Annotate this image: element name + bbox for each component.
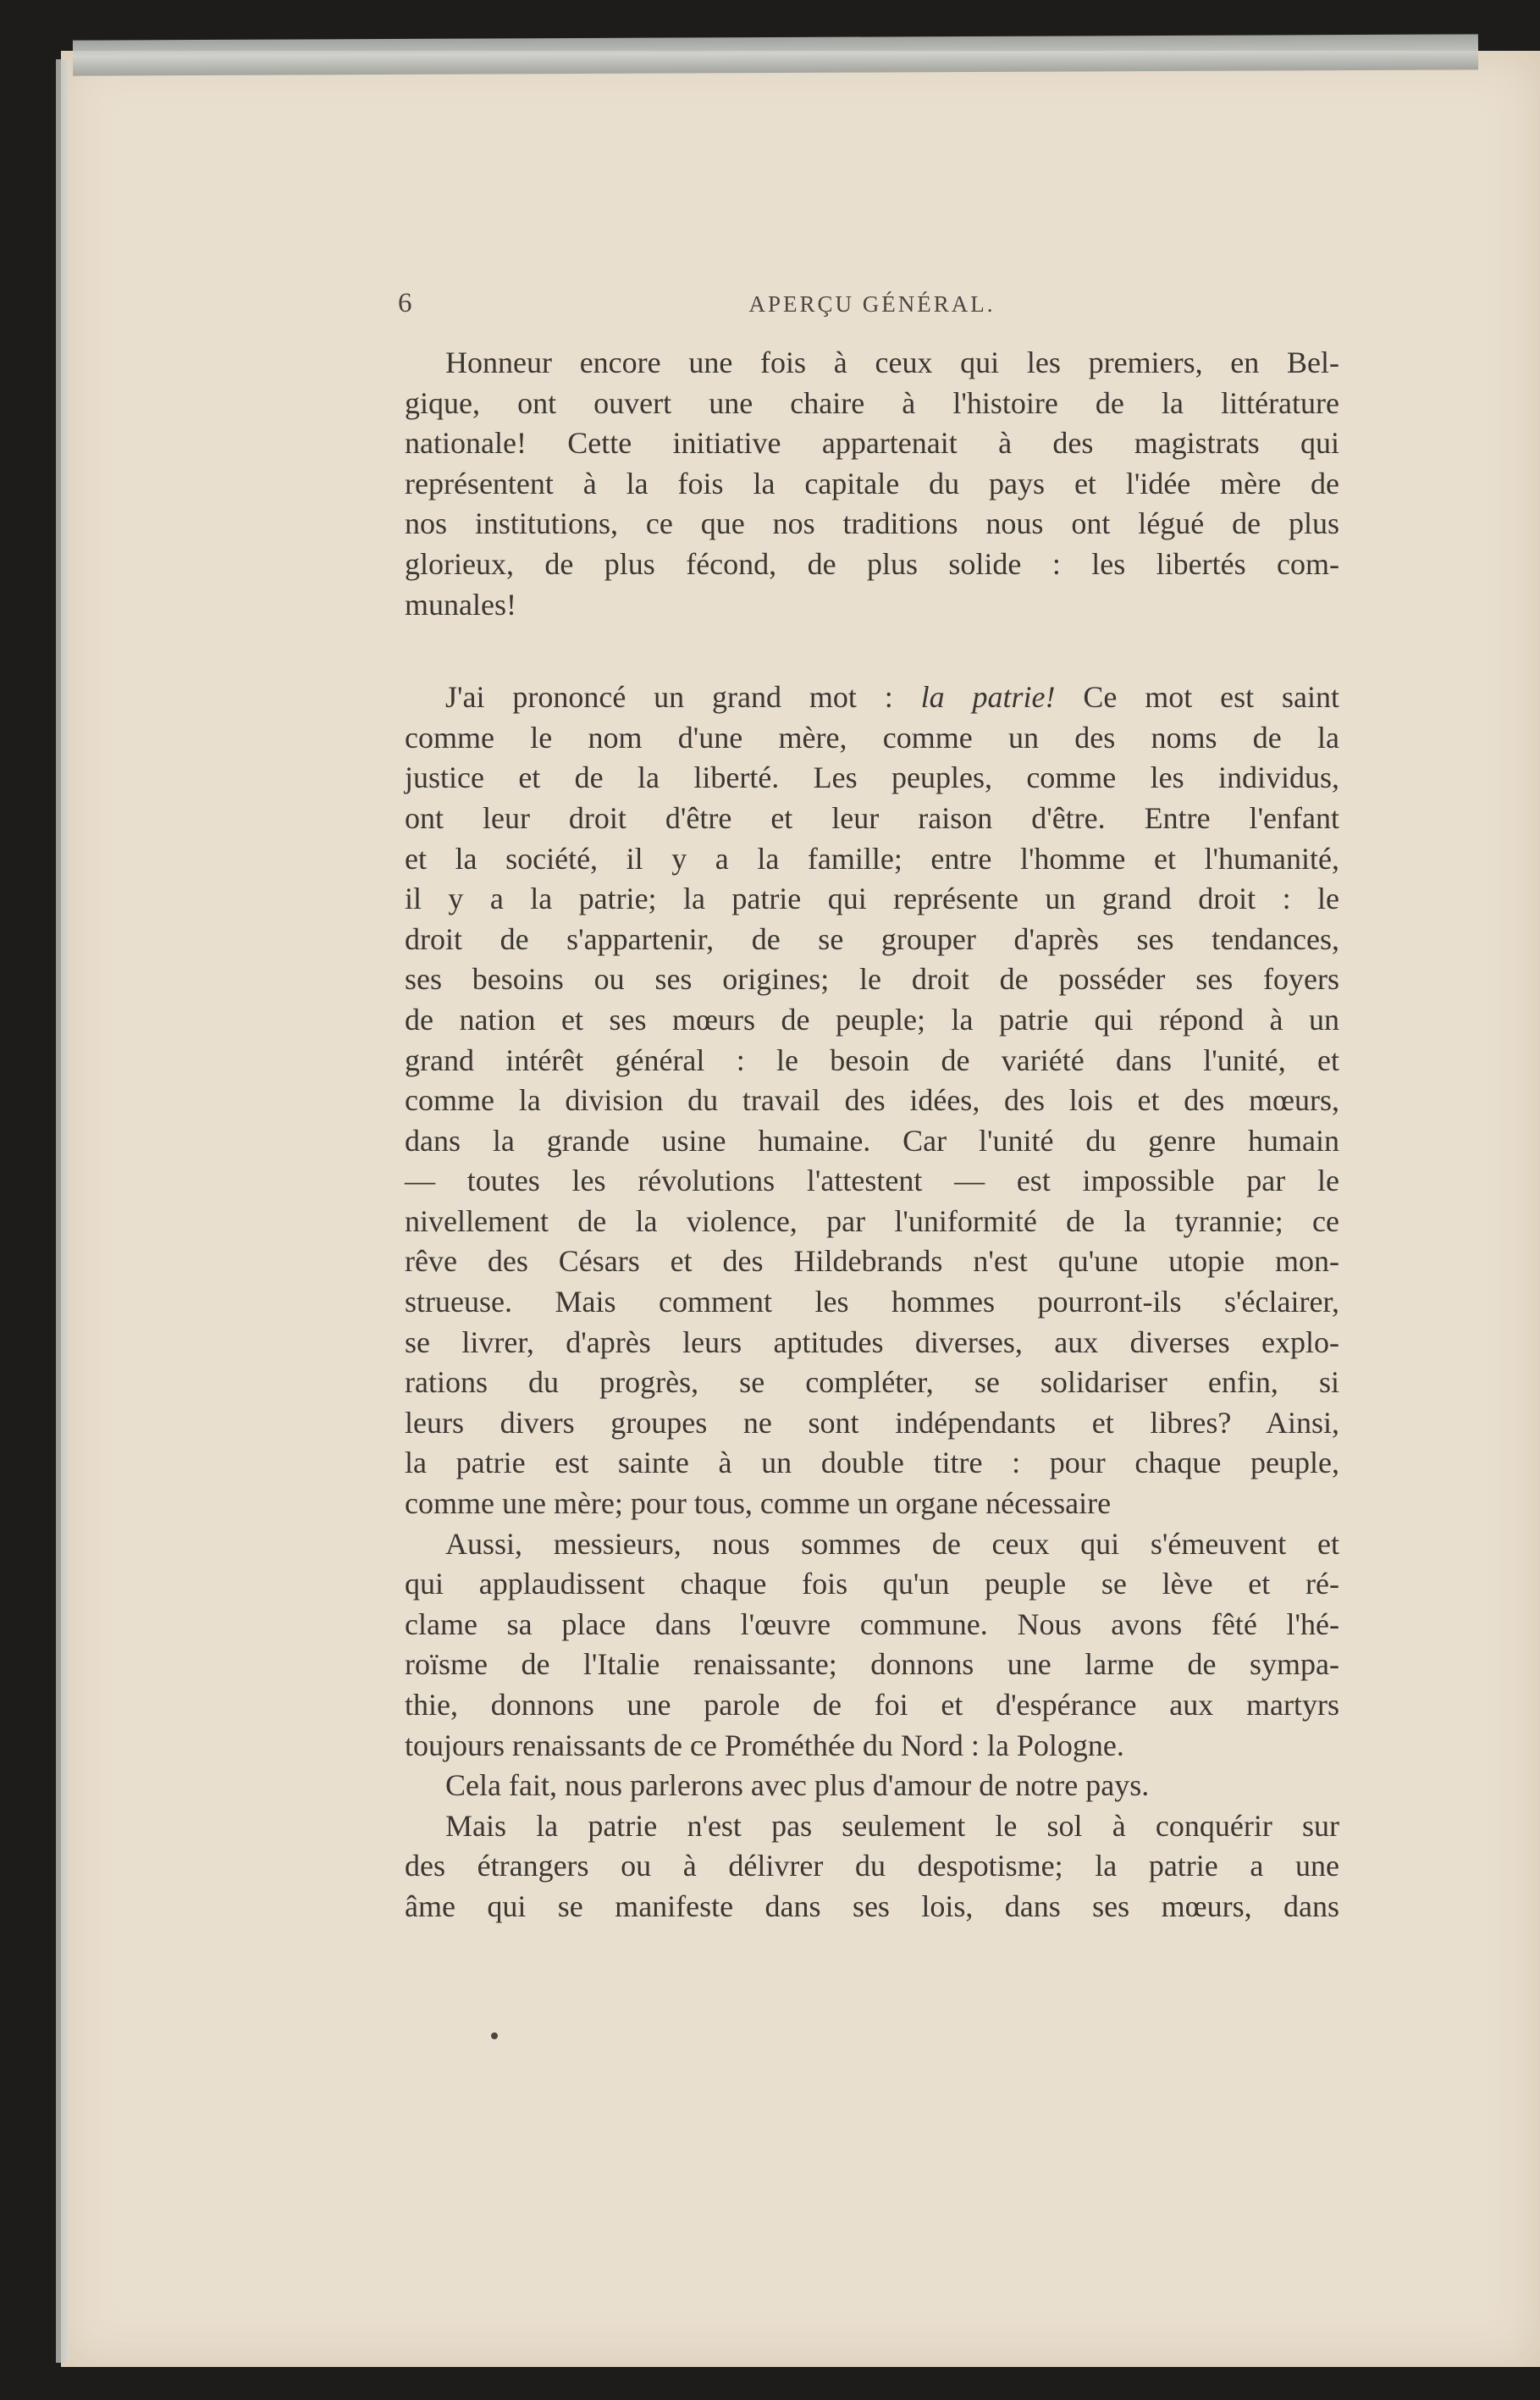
body-text [405,343,1339,1927]
text-line: nationale! Cette initiative appartenait à des magistrats qui [405,426,1339,461]
text-line: rations du progrès, se compléter, se solidariser enfin, si [405,1365,1339,1400]
text-line: strueuse. Mais comment les hommes pourront-ils s'éclairer, [405,1285,1339,1319]
text-line: ses besoins ou ses origines; le droit de posséder ses foyers [405,962,1339,997]
text-line: toujours renaissants de ce Prométhée du Nord : la Pologne. [405,1728,1124,1762]
binding-edge [73,34,1478,75]
text-line: Cela fait, nous parlerons avec plus d'amour de notre pays. [445,1768,1150,1803]
text-line: nivellement de la violence, par l'uniformité de la tyrannie; ce [405,1203,1339,1238]
running-title: APERÇU GÉNÉRAL. [748,291,996,317]
text-line: de nation et ses mœurs de peuple; la patrie qui répond à un [405,1002,1339,1037]
text-line: gique, ont ouvert une chaire à l'histoire de la littérature [405,385,1339,420]
ink-speck [491,2032,498,2039]
paragraph-4 [405,1766,1339,1806]
text-line: roïsme de l'Italie renaissante; donnons une larme de sympa- [405,1647,1339,1682]
text-line: qui applaudissent chaque fois qu'un peuple se lève et ré- [405,1567,1339,1601]
text-line: munales! [405,587,516,622]
text-line: représentent à la fois la capitale du pays et l'idée mère de [405,466,1339,500]
text-line: nos institutions, ce que nos traditions nous ont légué de plus [405,506,1339,541]
section-gap [405,625,1339,677]
text-line: clame sa place dans l'œuvre commune. Nous avons fêté l'hé- [405,1606,1339,1641]
text-line: et la société, il y a la famille; entre l'homme et l'humanité, [405,841,1339,876]
text-line: comme la division du travail des idées, des lois et des mœurs, [405,1083,1339,1118]
text-line: grand intérêt général : le besoin de variété dans l'unité, et [405,1042,1339,1077]
text-run: Ce mot est saint [1055,680,1339,715]
text-line: des étrangers ou à délivrer du despotisme; la patrie a une [405,1849,1339,1883]
paragraph-1 [405,343,1339,625]
text-line: comme une mère; pour tous, comme un organe nécessaire [405,1486,1112,1521]
text-line: comme le nom d'une mère, comme un des noms de la [405,720,1339,755]
text-line: se livrer, d'après leurs aptitudes diverses, aux diverses explo- [405,1324,1339,1359]
page-number: 6 [398,288,412,318]
text-line: ont leur droit d'être et leur raison d'être. Entre l'enfant [405,800,1339,835]
text-line: Mais la patrie n'est pas seulement le sol à conquérir sur [445,1808,1339,1843]
text-line: leurs divers groupes ne sont indépendants et libres? Ainsi, [405,1405,1339,1440]
text-line: Honneur encore une fois à ceux qui les premiers, en Bel- [445,346,1339,379]
text-line: rêve des Césars et des Hildebrands n'est qu'une utopie mon- [405,1244,1339,1279]
running-head [398,288,1346,330]
text-line: droit de s'appartenir, de se grouper d'après ses tendances, [405,921,1339,956]
text-line: glorieux, de plus fécond, de plus solide : les libertés com- [405,546,1339,581]
text-line: dans la grande usine humaine. Car l'unité du genre humain [405,1123,1339,1158]
text-line: il y a la patrie; la patrie qui représente un grand droit : le [405,882,1339,916]
text-line: âme qui se manifeste dans ses lois, dans ses mœurs, dans [405,1888,1339,1923]
text-line: justice et de la liberté. Les peuples, comme les individus, [405,760,1339,795]
text-line [405,677,1339,718]
text-line: thie, donnons une parole de foi et d'espérance aux martyrs [405,1688,1339,1722]
text-run: J'ai prononcé un grand mot : [445,680,921,715]
text-line: la patrie est sainte à un double titre : pour chaque peuple, [405,1446,1339,1480]
paragraph-5 [405,1806,1339,1927]
left-page-edge [56,59,69,2363]
text-line: — toutes les révolutions l'attestent — est impossible par le [405,1164,1339,1198]
text-line: Aussi, messieurs, nous sommes de ceux qui s'émeuvent et [445,1526,1339,1561]
italic-phrase: la patrie! [920,680,1056,715]
paragraph-2 [405,677,1339,1524]
paragraph-3 [405,1524,1339,1767]
